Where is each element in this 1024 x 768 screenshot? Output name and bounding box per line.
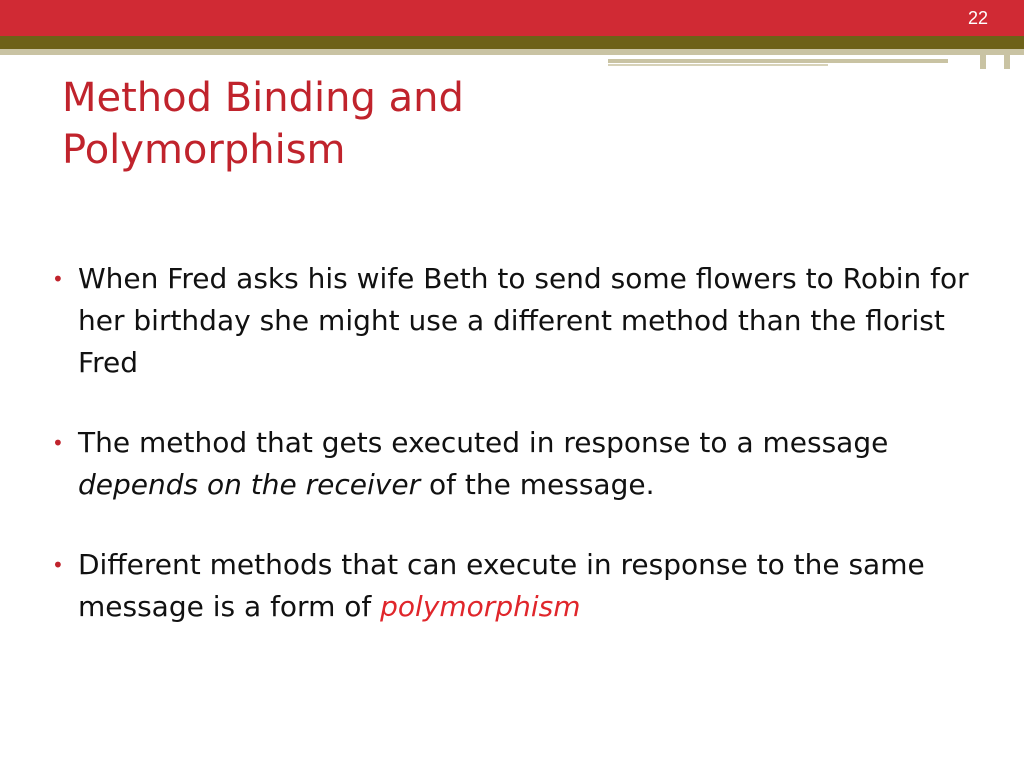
header-band	[0, 0, 1024, 36]
decorative-line	[608, 59, 948, 63]
bullet-highlight: polymorphism	[380, 590, 581, 623]
bullet-icon: •	[52, 267, 64, 291]
bullet-text: of the message.	[420, 468, 655, 501]
bullet-item	[50, 422, 995, 506]
header-accent-band	[0, 36, 1024, 49]
decorative-line	[608, 64, 828, 66]
bullet-list	[50, 258, 995, 666]
slide-number: 22	[967, 8, 988, 28]
bullet-text: When Fred asks his wife Beth to send some flowers to Robin for her birthday she might use a different method than the florist Fred	[78, 262, 969, 379]
slide-title-line-2: Polymorphism	[62, 127, 346, 173]
bullet-item	[50, 258, 995, 384]
slide-title-line-1: Method Binding and	[62, 75, 464, 121]
bullet-item	[50, 544, 995, 628]
decorative-line	[0, 49, 1024, 55]
decorative-bar	[1004, 49, 1010, 69]
bullet-icon: •	[52, 431, 64, 455]
decorative-bar	[980, 49, 986, 69]
bullet-text: The method that gets executed in response to a message	[78, 426, 889, 459]
bullet-emphasis: depends on the receiver	[78, 468, 421, 501]
slide-title	[62, 72, 662, 176]
bullet-icon: •	[52, 553, 64, 577]
bullet-text: Different methods that can execute in response to the same message is a form of	[78, 548, 925, 623]
